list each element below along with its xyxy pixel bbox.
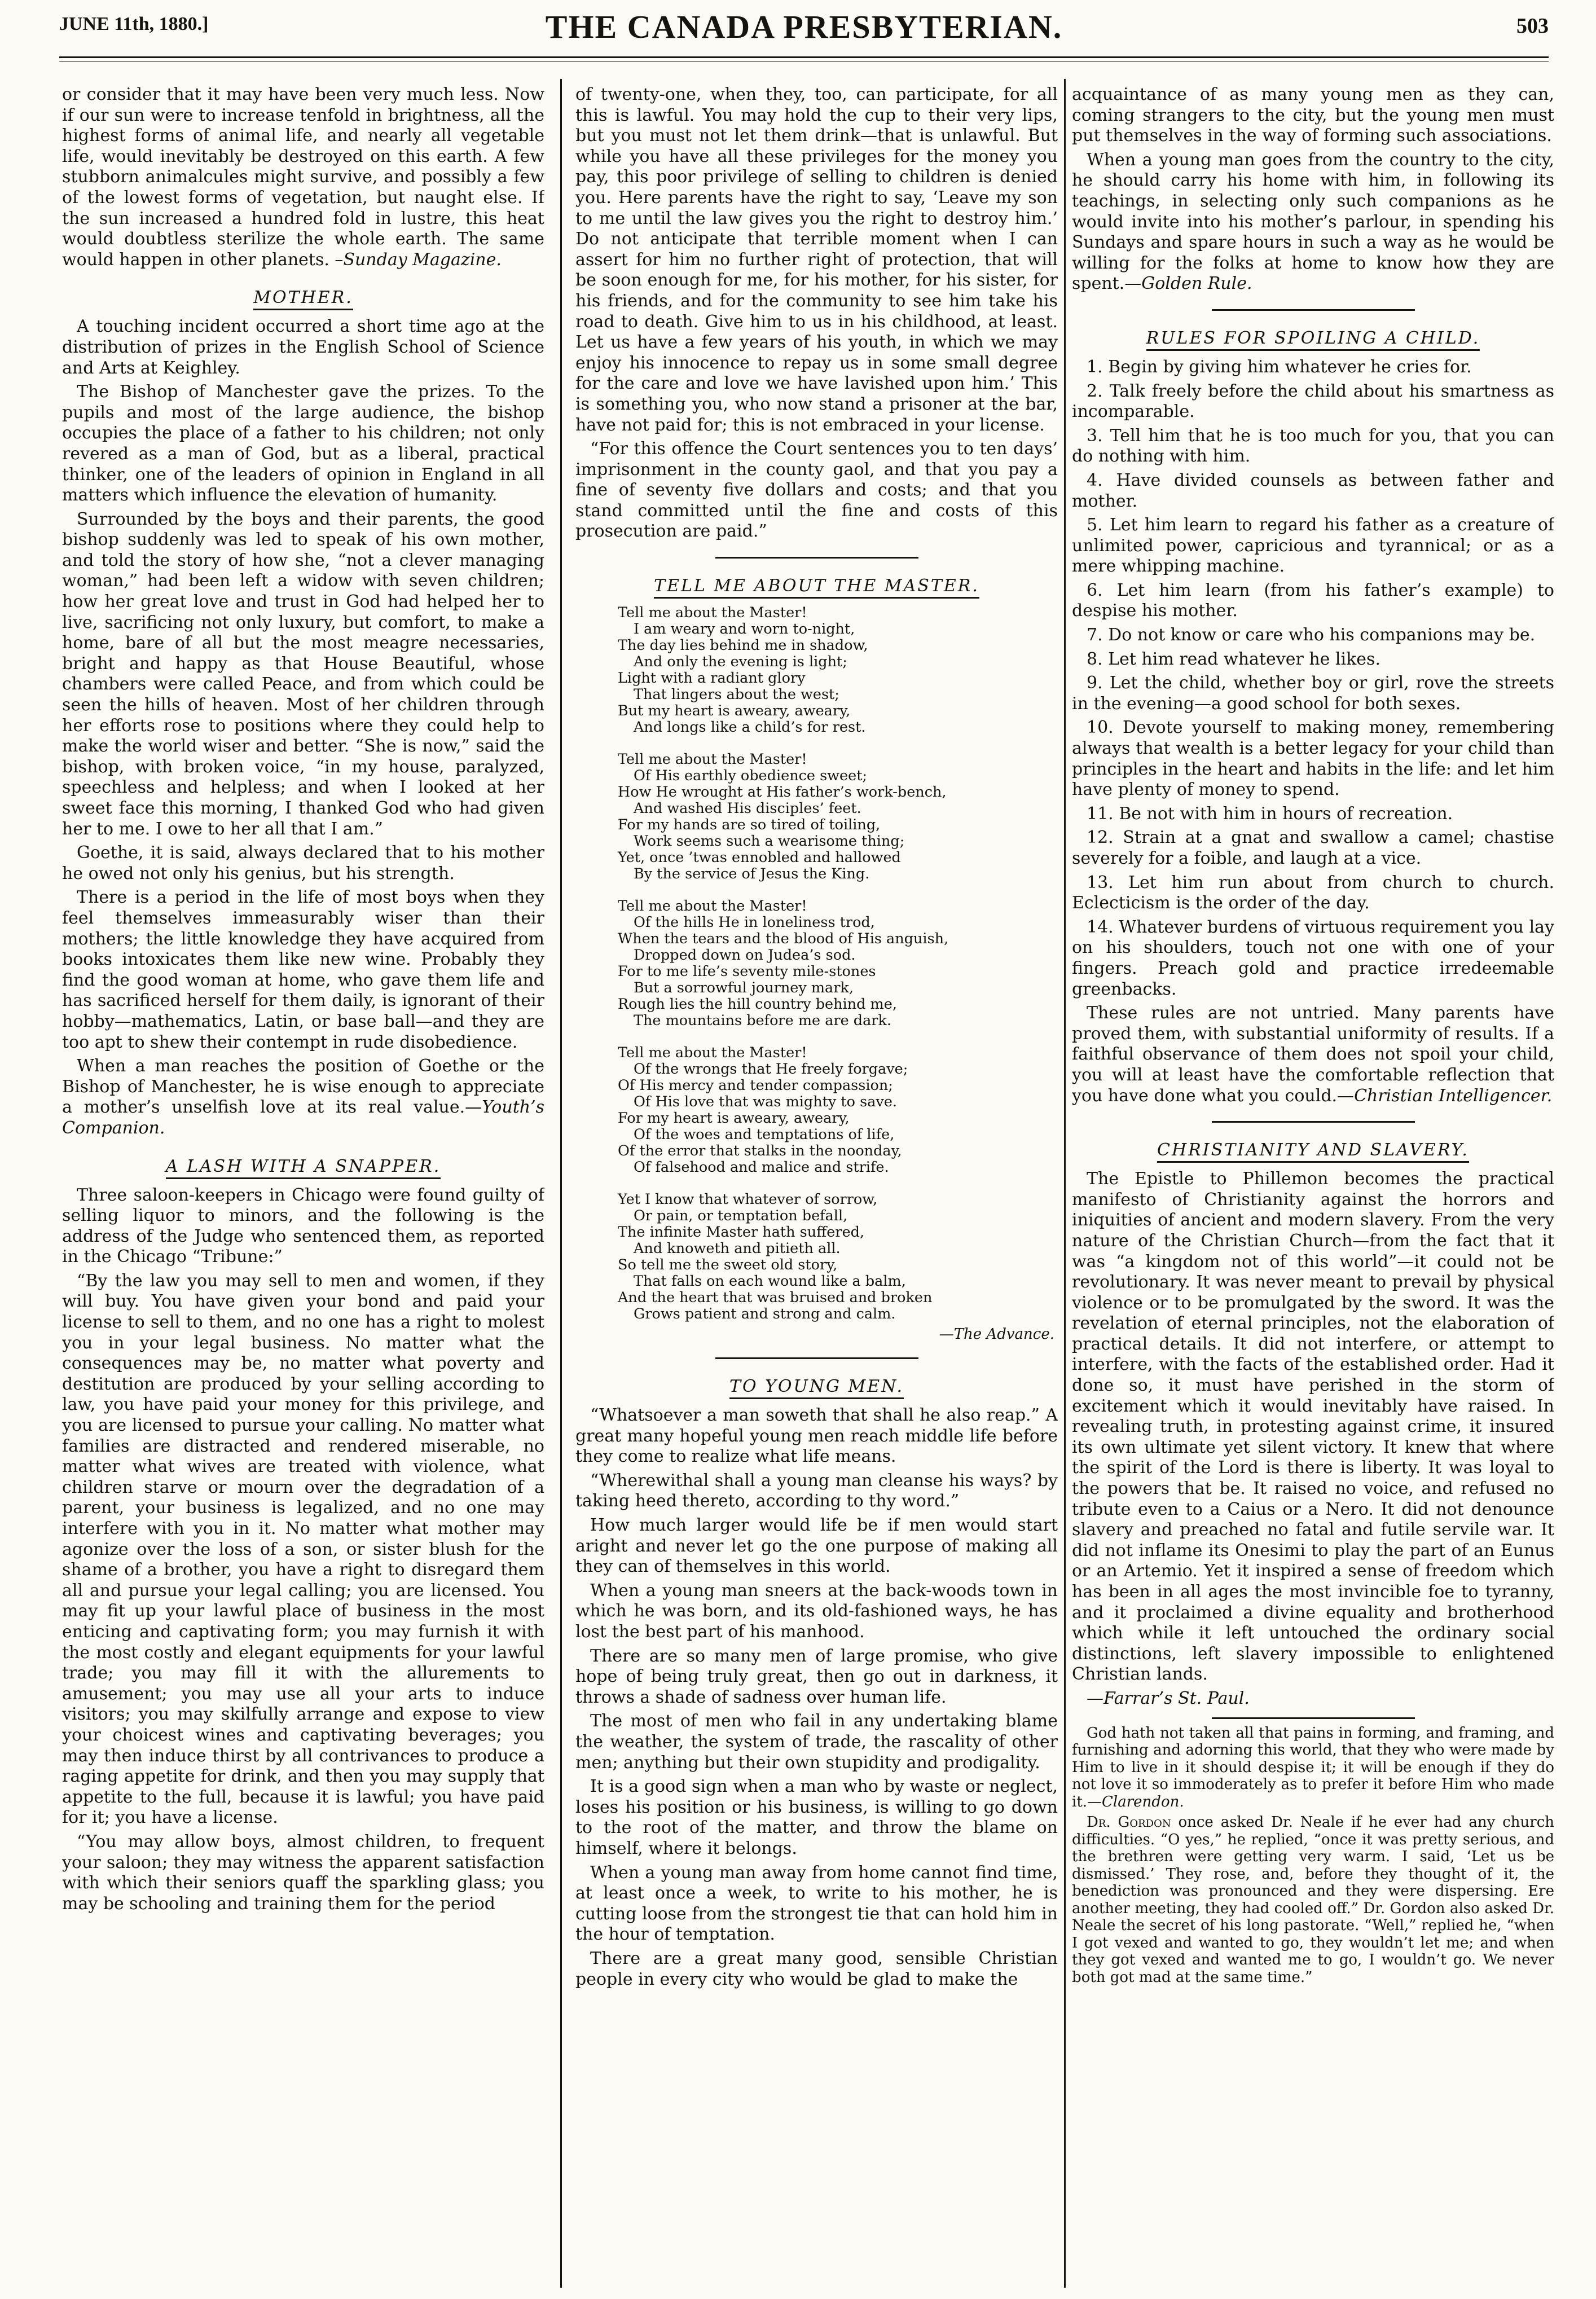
page-number: 503 xyxy=(1516,14,1549,38)
paragraph: acquaintance of as many young men as they can, coming strangers to the city, but the young men must put themselves in the way of forming such associations. xyxy=(1072,85,1554,146)
poem-line: Of His mercy and tender compassion; xyxy=(618,1077,893,1094)
list-item: 3. Tell him that he is too much for you, that you can do nothing with him. xyxy=(1072,425,1554,467)
source-credit: —The Advance. xyxy=(939,1326,1054,1343)
list-item: 7. Do not know or care who his companions may be. xyxy=(1087,625,1536,645)
article-heading: CHRISTIANITY AND SLAVERY. xyxy=(1072,1140,1554,1161)
list-item: 9. Let the child, whether boy or girl, rove the streets in the evening—a good school for both sexes. xyxy=(1072,673,1554,714)
poem-heading: TELL ME ABOUT THE MASTER. xyxy=(575,575,1058,597)
poem-line: Rough lies the hill country behind me, xyxy=(618,996,897,1013)
poem-line: Yet I know that whatever of sorrow, xyxy=(618,1191,878,1208)
poem-line: How He wrought at His father’s work-bench, xyxy=(618,784,947,801)
poem-line: And washed His disciples’ feet. xyxy=(634,800,861,817)
poem-line: Or pain, or temptation befall, xyxy=(634,1207,848,1225)
paragraph: How much larger would life be if men would start aright and never let go the one purpose of making all they can of themselves in this world. xyxy=(575,1515,1058,1577)
poem-line: Dropped down on Judea’s sod. xyxy=(634,947,856,964)
poem-line: Grows patient and strong and calm. xyxy=(634,1305,896,1323)
section-divider xyxy=(1212,1121,1415,1123)
paragraph: Goethe, it is said, always declared that to his mother he owed not only his genius, but his strength. xyxy=(62,843,544,883)
list-item: 10. Devote yourself to making money, remembering always that wealth is a better legacy for your child than principles in the heart and habits in the life: and let him have plenty of money to spend. xyxy=(1072,718,1554,800)
paragraph: “By the law you may sell to men and women, if they will buy. You have given your bond and paid your license to sell to them, and no one has a right to molest you in your legal business. No matter what the consequences may be, no matter what poverty and destitution are produced by your selling according to law, you have paid your money for this privilege, and you are licensed to pursue your calling. No matter what families are distracted and rendered miserable, no matter what wives are treated with violence, what children starve or mourn over the degradation of a parent, your business is legalized, and no one may interfere with you in it. No matter what mother may agonize over the loss of a son, or sister blush for the shame of a brother, you have a right to disregard them all and pursue your legal calling; you are licensed. You may fit up your lawful place of business in the most enticing and captivating form; you may furnish it with the most costly and elegant equipments for your lawful trade; you may fill it with the allurements to amusement; you may use all your arts to induce visitors; you may skilfully arrange and expose to view your choicest wines and captivating beverages; you may then induce thirst by all contrivances to produce a raging appetite for drink, and then you may supply that appetite to the full, because it is lawful; you have paid for it; you have a license. xyxy=(62,1271,544,1828)
paragraph: There is a period in the life of most boys when they feel themselves immeasurably wiser than their mothers; the little knowledge they have acquired from books intoxicates them like new wine. Probably they find the good woman at home, who gave them life and has sacrificed herself for them daily, is ignorant of their hobby—mathematics, Latin, or base ball—and they are too apt to shew their contempt in rude disobedience. xyxy=(62,887,544,1052)
paragraph: When a young man away from home cannot find time, at least once a week, to write to his mother, he is cutting loose from the strongest tie that can hold him in the hour of temptation. xyxy=(575,1862,1058,1945)
poem-line: Tell me about the Master! xyxy=(618,898,807,915)
poem-line: I am weary and worn to-night, xyxy=(634,621,855,638)
poem-line: So tell me the sweet old story, xyxy=(618,1256,838,1274)
poem-line: But my heart is aweary, aweary, xyxy=(618,702,851,720)
poem-line: Tell me about the Master! xyxy=(618,1044,807,1062)
poem-line: Of the woes and temptations of life, xyxy=(634,1126,895,1144)
paragraph: A touching incident occurred a short time ago at the distribution of prizes in the English School of Science and Arts at Keighley. xyxy=(62,317,544,378)
poem xyxy=(575,605,1058,1322)
poem-line: The mountains before me are dark. xyxy=(634,1012,892,1030)
paragraph: When a young man sneers at the back-woods town in which he was born, and its old-fashioned ways, he has lost the best part of his manhood. xyxy=(575,1580,1058,1642)
column-divider-2 xyxy=(1064,79,1066,2288)
poem-line: And knoweth and pitieth all. xyxy=(634,1240,841,1258)
poem-line: Of falsehood and malice and strife. xyxy=(634,1159,889,1176)
source-credit: Christian Intelligencer. xyxy=(1354,1085,1553,1106)
poem-line: And longs like a child’s for rest. xyxy=(634,719,866,736)
paragraph: When a man reaches the position of Goethe or the Bishop of Manchester, he is wise enough to appreciate a mother’s unselfish love at its real value.—Youth’s Companion. xyxy=(62,1056,544,1138)
header-rule-thick xyxy=(59,56,1549,58)
column-1 xyxy=(62,85,544,2285)
poem-stanza xyxy=(618,751,1058,882)
paragraph: When a young man goes from the country to the city, he should carry his home with him, in following its teachings, in selecting only such companions as he would invite into his mother’s parlour, in spending his Sundays and spare hours in such a way as he would be willing for the folks at home to know how they are spent.—Golden Rule. xyxy=(1072,150,1554,294)
poem-line: Of the error that stalks in the noonday, xyxy=(618,1142,902,1160)
poem-line: And the heart that was bruised and broken xyxy=(618,1289,933,1307)
poem-line: And only the evening is light; xyxy=(634,653,847,671)
list-item: 8. Let him read whatever he likes. xyxy=(1087,649,1380,669)
article-heading: A LASH WITH A SNAPPER. xyxy=(62,1156,544,1177)
poem-line: Of the wrongs that He freely forgave; xyxy=(634,1061,908,1078)
source-credit: Youth’s Companion. xyxy=(62,1097,544,1138)
list-item: 14. Whatever burdens of virtuous requirement you lay on his shoulders, touch not one with one of your fingers. Preach gold and practice irredeemable greenbacks. xyxy=(1072,917,1554,999)
paragraph: Dr. Gordon once asked Dr. Neale if he ever had any church difficulties. “O yes,” he replied, “once it was pretty serious, and the brethren were getting very warm. I said, ‘Let us be dismissed.’ They rose, and, before they thought of it, the benediction was pronounced and they were dispersing. Ere another meeting, they had cooled off.” Dr. Gordon also asked Dr. Neale the secret of his long pastorate. “Well,” replied he, “when I got vexed and wanted to go, they wouldn’t let me; and when they got vexed and wanted me to go, I wouldn’t go. We never both got mad at the same time.” xyxy=(1072,1814,1554,1986)
paragraph: of twenty-one, when they, too, can participate, for all this is lawful. You may hold the cup to their very lips, but you must not let them drink—that is unlawful. But while you have all these privileges for the money you pay, this poor privilege of selling to children is denied you. Here parents have the right to say, ‘Leave my son to me until the law gives you the right to destroy him.’ Do not anticipate that terrible moment when I can assert for him no further right of protection, that will be soon enough for me, for his mother, for his sister, for his friends, and for the community to see him take his road to death. Give him to us in his childhood, at least. Let us have a few years of his youth, in which we may enjoy his innocence to repay us in some small degree for the care and love we have lavished upon him.’ This is something you, who now stand a prisoner at the bar, have not paid for; this is not embraced in your license. xyxy=(575,85,1058,435)
person-name: Dr. Gordon xyxy=(1087,1814,1171,1831)
paragraph: Three saloon-keepers in Chicago were found guilty of selling liquor to minors, and the following is the address of the Judge who sentenced them, as reported in the Chicago “Tribune:” xyxy=(62,1185,544,1267)
poem-line: Of the hills He in loneliness trod, xyxy=(634,914,875,931)
paragraph: The Bishop of Manchester gave the prizes. To the pupils and most of the large audience, the bishop occupies the place of a father to his children; not only revered as a man of God, but as a liberal, practical thinker, one of the leaders of opinion in England in all matters which influence the elevation of humanity. xyxy=(62,382,544,505)
list-item: 5. Let him learn to regard his father as a creature of unlimited power, capricious and tyrannical; or as a mere whipping machine. xyxy=(1072,515,1554,577)
article-heading: MOTHER. xyxy=(62,287,544,309)
source-credit: Sunday Magazine. xyxy=(343,249,502,270)
poem-line: The day lies behind me in shadow, xyxy=(618,637,868,654)
poem-line: The infinite Master hath suffered, xyxy=(618,1224,865,1241)
page-header xyxy=(59,8,1549,52)
rules-list xyxy=(1072,357,1554,1000)
paragraph: “Whatsoever a man soweth that shall he also reap.” A great many hopeful young men reach middle life before they come to realize what life means. xyxy=(575,1405,1058,1467)
poem-line: By the service of Jesus the King. xyxy=(634,865,870,883)
poem-line: Work seems such a wearisome thing; xyxy=(634,833,905,850)
paragraph: It is a good sign when a man who by waste or neglect, loses his position or his business, is willing to go down to the root of the matter, and throw the blame on himself, where it belongs. xyxy=(575,1777,1058,1858)
poem-line: Tell me about the Master! xyxy=(618,604,807,622)
poem-stanza xyxy=(618,1192,1058,1322)
paragraph: These rules are not untried. Many parents have proved them, with substantial uniformity of results. If a faithful observance of them does not spoil your child, you will at least have the comfortable reflection that you have done what you could.—Christian Intelligencer. xyxy=(1072,1003,1554,1106)
poem-line: When the tears and the blood of His anguish, xyxy=(618,930,949,948)
paragraph: “For this offence the Court sentences you to ten days’ imprisonment in the county gaol, and that you pay a fine of seventy five dollars and costs; and that you stand committed until the fine and costs of this prosecution are paid.” xyxy=(575,439,1058,542)
poem-line: But a sorrowful journey mark, xyxy=(634,979,854,997)
paragraph: “You may allow boys, almost children, to frequent your saloon; they may witness the apparent satisfaction with which their seniors quaff the sparkling glass; you may be schooling and training them for the period xyxy=(62,1831,544,1914)
poem-stanza xyxy=(618,605,1058,736)
paragraph: The most of men who fail in any undertaking blame the weather, the system of trade, the rascality of other men; anything but their own stupidity and prodigality. xyxy=(575,1711,1058,1773)
paragraph: Surrounded by the boys and their parents, the good bishop suddenly was led to speak of his own mother, and told the story of how she, “not a clever managing woman,” had been left a widow with seven children; how her great love and trust in God had helped her to live, sacrificing not only luxury, but comfort, to make a home, bare of all but the most meagre necessaries, bright and happy as that House Beautiful, whose chambers were called Peace, and from which could be seen the hills of heaven. Most of her children through her efforts rose to positions where they could help to make the world wiser and better. “She is now,” said the bishop, with broken voice, “in my house, paralyzed, speechless and helpless; and when I looked at her sweet face this morning, I thanked God who had given her to me. I owe to her all that I am.” xyxy=(62,509,544,839)
header-date: JUNE 11th, 1880.] xyxy=(59,14,209,34)
paragraph: God hath not taken all that pains in forming, and framing, and furnishing and adorning this world, that they who were made by Him to live in it should despise it; it will be enough if they do not love it so immoderately as to prefer it before Him who made it.—Clarendon. xyxy=(1072,1724,1554,1810)
source-credit: Clarendon. xyxy=(1102,1793,1184,1810)
section-divider xyxy=(1212,309,1415,311)
paragraph: The Epistle to Phillemon becomes the practical manifesto of Christianity against the horrors and iniquities of ancient and modern slavery. From the very nature of the Christian Church—from the fact that it was “a kingdom not of this world”—it could not be revolutionary. It was never meant to prevail by physical violence or to be promulgated by the sword. It was the revelation of eternal principles, not the elaboration of practical details. It did not interfere, or attempt to interfere, with the facts of the established order. Had it done so, it must have perished in the storm of excitement which it would inevitably have raised. In revealing truth, in protesting against crime, it insured its own ultimate yet silent victory. It knew that where the spirit of the Lord is there is liberty. It was loyal to the powers that be. It raised no voice, and refused no tribute even to a Caius or a Nero. It did not denounce slavery and preached no fatal and futile servile war. It did not inflame its Onesimi to play the part of an Eunus or an Artemio. Yet it inspired a sense of freedom which has been in all ages the most invincible foe to tyranny, and it proclaimed a divine equality and brotherhood which while it left untouched the ordinary social distinctions, left slavery impossible to enlightened Christian lands. xyxy=(1072,1169,1554,1685)
poem-stanza xyxy=(618,1045,1058,1176)
article-heading: TO YOUNG MEN. xyxy=(575,1376,1058,1397)
column-2 xyxy=(575,85,1058,2285)
paragraph: There are so many men of large promise, who give hope of being truly great, then go out in darkness, it throws a shade of sadness over human life. xyxy=(575,1646,1058,1707)
paragraph: “Wherewithal shall a young man cleanse his ways? by taking heed thereto, according to thy word.” xyxy=(575,1470,1058,1511)
source-credit: Golden Rule. xyxy=(1141,274,1252,294)
paragraph: There are a great many good, sensible Christian people in every city who would be glad to make the xyxy=(575,1948,1058,1989)
list-item: 1. Begin by giving him whatever he cries for. xyxy=(1087,357,1472,377)
poem-line: That lingers about the west; xyxy=(634,686,839,704)
poem-line: Tell me about the Master! xyxy=(618,751,807,768)
masthead-title: THE CANADA PRESBYTERIAN. xyxy=(545,8,1063,45)
poem-stanza xyxy=(618,898,1058,1029)
poem-line: That falls on each wound like a balm, xyxy=(634,1273,906,1290)
list-item: 11. Be not with him in hours of recreation. xyxy=(1087,803,1453,824)
poem-line: Of His earthly obedience sweet; xyxy=(634,767,868,785)
source-credit: —Farrar’s St. Paul. xyxy=(1087,1688,1250,1708)
article-heading: RULES FOR SPOILING A CHILD. xyxy=(1072,328,1554,349)
section-divider xyxy=(715,1357,918,1359)
column-3 xyxy=(1072,85,1554,2285)
list-item: 12. Strain at a gnat and swallow a camel; chastise severely for a foible, and laugh at a vice. xyxy=(1072,828,1554,868)
column-divider-1 xyxy=(560,79,562,2288)
list-item: 4. Have divided counsels as between father and mother. xyxy=(1072,470,1554,511)
list-item: 2. Talk freely before the child about his smartness as incomparable. xyxy=(1072,381,1554,422)
poem-line: For to me life’s seventy mile-stones xyxy=(618,963,876,981)
section-divider xyxy=(715,557,918,559)
poem-line: Yet, once ’twas ennobled and hallowed xyxy=(618,849,901,867)
list-item: 6. Let him learn (from his father’s example) to despise his mother. xyxy=(1072,580,1554,621)
poem-line: For my hands are so tired of toiling, xyxy=(618,816,881,834)
section-divider xyxy=(1212,1717,1415,1719)
article-intro-text: or consider that it may have been very much less. Now if our sun were to increase tenfold in brightness, all the highest forms of animal life, and nearly all vegetable life, would inevitably be destroyed on this earth. A few stubborn animalcules might survive, and possibly a few of the lowest forms of vegetation, but naught else. If the sun increased a hundred fold in lustre, this heat would doubtless sterilize the whole earth. The same would happen in other planets. –Sunday Magazine. xyxy=(62,85,544,270)
poem-line: Of His love that was mighty to save. xyxy=(634,1093,898,1111)
poem-line: Light with a radiant glory xyxy=(618,670,806,687)
poem-line: For my heart is aweary, aweary, xyxy=(618,1110,850,1127)
list-item: 13. Let him run about from church to church. Eclecticism is the order of the day. xyxy=(1072,872,1554,913)
